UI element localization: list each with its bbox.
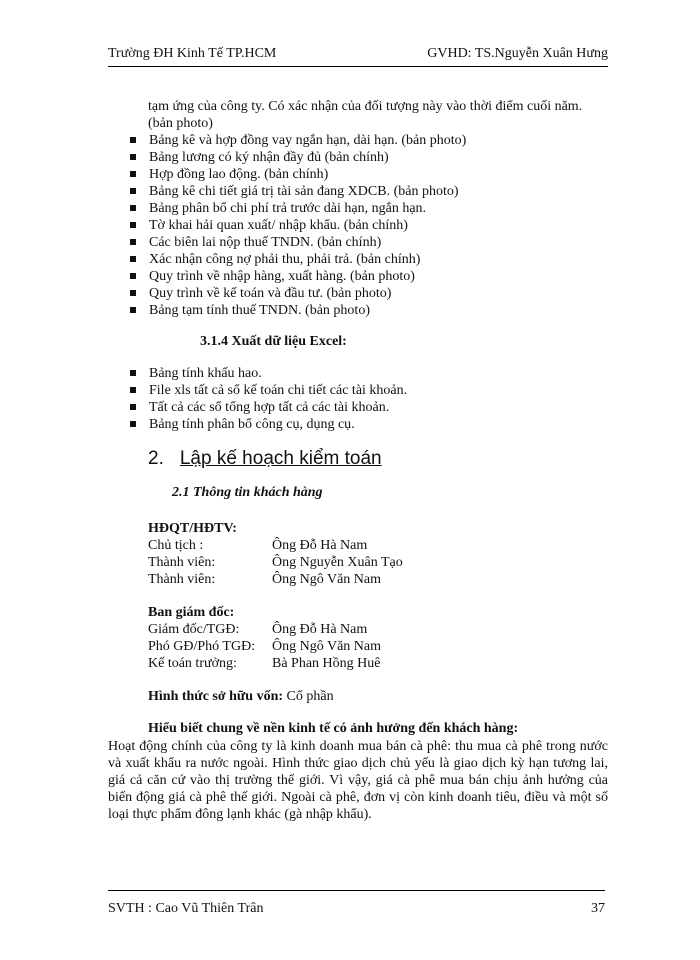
section-2-1-heading: 2.1 Thông tin khách hàng — [172, 485, 323, 500]
excel-list — [130, 365, 407, 433]
board-block — [148, 520, 403, 588]
board-role: Thành viên: — [148, 572, 216, 587]
list-item: Bảng lương có ký nhận đầy đủ (bản chính) — [130, 149, 466, 166]
ownership-label: Hình thức sở hữu vốn: — [148, 689, 284, 704]
management-row — [148, 621, 368, 638]
list-item: Bảng phân bổ chi phí trả trước dài hạn, ngắn hạn. — [130, 200, 466, 217]
board-row — [148, 554, 403, 571]
list-item: Xác nhận công nợ phải thu, phải trả. (bản chính) — [130, 251, 466, 268]
documents-list — [130, 132, 466, 319]
industry-paragraph: Hoạt động chính của công ty là kinh doanh mua bán cà phê: thu mua cà phê trong nước và xuất khẩu ra nước ngoài. Hình thức giao dịch chủ yếu là giao dịch kỳ hạn tương lai, giá cả căn cứ vào thị trường thế giới. Vì vậy, giá cà phê mua bán chịu ảnh hưởng của biến động giá cà phê thế giới. Ngoài cà phê, đơn vị còn kinh doanh tiêu, điều và một số loại thực phẩm đông lạnh khác (gà nhập khẩu). — [108, 739, 608, 822]
section-2-number: 2. — [148, 448, 164, 469]
board-role: Thành viên: — [148, 555, 216, 570]
list-item: Quy trình về kế toán và đầu tư. (bản photo) — [130, 285, 466, 302]
management-title: Ban giám đốc: — [148, 605, 235, 620]
header-school: Trường ĐH Kinh Tế TP.HCM — [108, 46, 277, 61]
management-role: Kế toán trưởng: — [148, 656, 237, 671]
list-item: Bảng tạm tính thuế TNDN. (bản photo) — [130, 302, 466, 319]
management-role: Giám đốc/TGĐ: — [148, 622, 240, 637]
list-item: Bảng tính khấu hao. — [130, 365, 407, 382]
management-person: Bà Phan Hồng Huê — [272, 656, 381, 671]
board-row — [148, 537, 368, 554]
section-2-heading — [148, 448, 382, 470]
management-row — [148, 638, 382, 655]
ownership-line — [148, 688, 334, 705]
section-3-1-4-heading: 3.1.4 Xuất dữ liệu Excel: — [200, 334, 347, 349]
management-role: Phó GĐ/Phó TGĐ: — [148, 639, 256, 654]
list-item: Bảng kê chi tiết giá trị tài sản đang XDCB. (bản photo) — [130, 183, 466, 200]
board-row — [148, 571, 382, 588]
board-person: Ông Ngô Văn Nam — [272, 572, 382, 587]
page-footer — [108, 890, 605, 917]
list-item: Các biên lai nộp thuế TNDN. (bản chính) — [130, 234, 466, 251]
board-title: HĐQT/HĐTV: — [148, 521, 237, 536]
board-person: Ông Nguyễn Xuân Tạo — [272, 555, 403, 570]
footer-student: SVTH : Cao Vũ Thiên Trân — [108, 901, 264, 916]
management-row — [148, 655, 381, 672]
management-person: Ông Ngô Văn Nam — [272, 639, 382, 654]
management-person: Ông Đỗ Hà Nam — [272, 622, 368, 637]
header-advisor: GVHD: TS.Nguyễn Xuân Hưng — [427, 46, 608, 61]
page-number: 37 — [591, 901, 605, 916]
management-block — [148, 604, 382, 672]
list-item: Tờ khai hải quan xuất/ nhập khẩu. (bản chính) — [130, 217, 466, 234]
board-person: Ông Đỗ Hà Nam — [272, 538, 368, 553]
list-item: Tất cả các sổ tổng hợp tất cả các tài khoản. — [130, 399, 407, 416]
list-item: Hợp đồng lao động. (bản chính) — [130, 166, 466, 183]
list-item: File xls tất cả sổ kế toán chi tiết các tài khoản. — [130, 382, 407, 399]
list-item: Bảng tính phân bổ công cụ, dụng cụ. — [130, 416, 407, 433]
board-role: Chủ tịch : — [148, 538, 204, 553]
section-2-title: Lập kế hoạch kiểm toán — [179, 448, 382, 469]
list-item: Quy trình về nhập hàng, xuất hàng. (bản photo) — [130, 268, 466, 285]
intro-text: tạm ứng của công ty. Có xác nhận của đối tượng này vào thời điểm cuối năm. (bản photo) — [148, 99, 583, 131]
industry-heading: Hiểu biết chung về nền kinh tế có ảnh hưởng đến khách hàng: — [148, 721, 519, 736]
list-item: Bảng kê và hợp đồng vay ngắn hạn, dài hạn. (bản photo) — [130, 132, 466, 149]
ownership-value: Cổ phần — [286, 689, 334, 704]
page-header — [108, 44, 608, 67]
